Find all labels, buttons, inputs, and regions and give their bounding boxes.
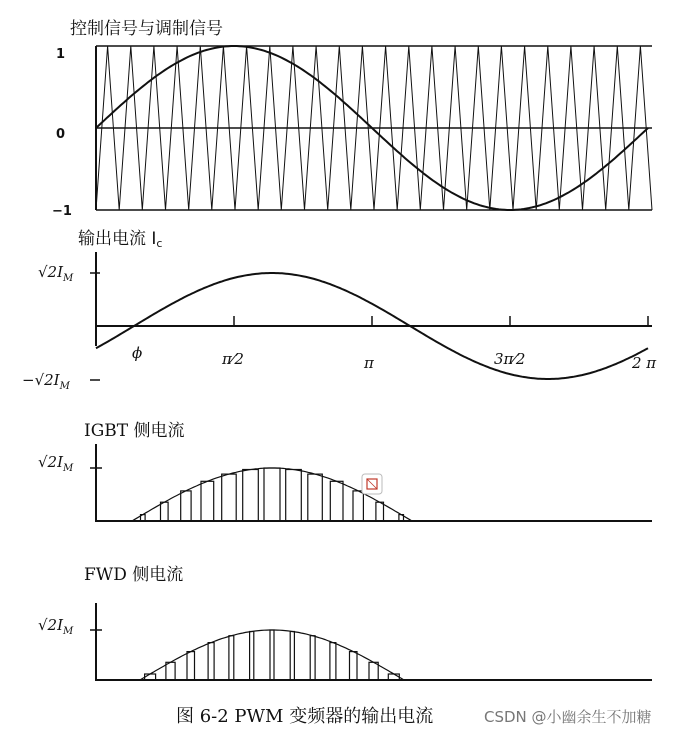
pulse-7 xyxy=(264,468,280,521)
xtick-label-pi: π xyxy=(364,354,374,372)
xtick-label-half-pi: π⁄2 xyxy=(222,350,244,368)
panel1-title: 控制信号与调制信号 xyxy=(70,19,223,39)
pulse-5 xyxy=(229,636,234,680)
panel-fwd-current xyxy=(38,565,652,681)
pulse-3 xyxy=(187,652,195,680)
pulse-10 xyxy=(330,643,336,680)
pulse-11 xyxy=(353,491,363,521)
panel-control-signal xyxy=(52,19,652,219)
panel2-y-neg: $-√2I_M$ xyxy=(22,371,70,392)
pulse-10 xyxy=(330,481,343,521)
pulse-9 xyxy=(310,636,315,680)
pulse-8 xyxy=(290,632,294,681)
pulse-11 xyxy=(350,652,358,680)
xtick-label-two-pi: 2 π xyxy=(632,354,657,372)
panel3-title: IGBT 侧电流 xyxy=(84,421,185,441)
panel4-title: FWD 侧电流 xyxy=(84,565,184,585)
panel4-y-label: $√2I_M$ xyxy=(38,616,74,637)
panel2-y-pos: $√2I_M$ xyxy=(38,263,74,284)
panel1-y-bottom: −1 xyxy=(52,204,72,219)
panel2-title: 输出电流 Ic xyxy=(78,229,163,250)
fwd-envelope xyxy=(140,630,404,680)
pulse-7 xyxy=(270,630,274,680)
pulse-4 xyxy=(208,643,214,680)
pulse-3 xyxy=(181,491,191,521)
panel-output-current xyxy=(22,229,657,392)
panel3-y-label: $√2I_M$ xyxy=(38,453,74,474)
watermark: CSDN @小幽余生不加糖 xyxy=(484,708,652,726)
pulse-9 xyxy=(308,474,323,521)
pulse-4 xyxy=(201,481,214,521)
xtick-label-three-half-pi: 3π⁄2 xyxy=(494,350,526,368)
figure-caption: 图 6-2 PWM 变频器的输出电流 xyxy=(176,706,434,727)
pulse-6 xyxy=(250,632,254,681)
pulse-12 xyxy=(376,502,384,521)
pulse-2 xyxy=(161,502,169,521)
pulse-5 xyxy=(222,474,237,521)
panel1-y-top: 1 xyxy=(56,47,66,62)
panel1-y-mid: 0 xyxy=(56,127,66,142)
pulse-8 xyxy=(286,470,302,522)
pulse-12 xyxy=(369,662,378,680)
xtick-label-phi: ϕ xyxy=(132,344,143,362)
panel-igbt-current xyxy=(38,421,652,522)
image-icon[interactable] xyxy=(362,474,382,494)
pulse-2 xyxy=(166,662,175,680)
pulse-6 xyxy=(243,470,259,522)
